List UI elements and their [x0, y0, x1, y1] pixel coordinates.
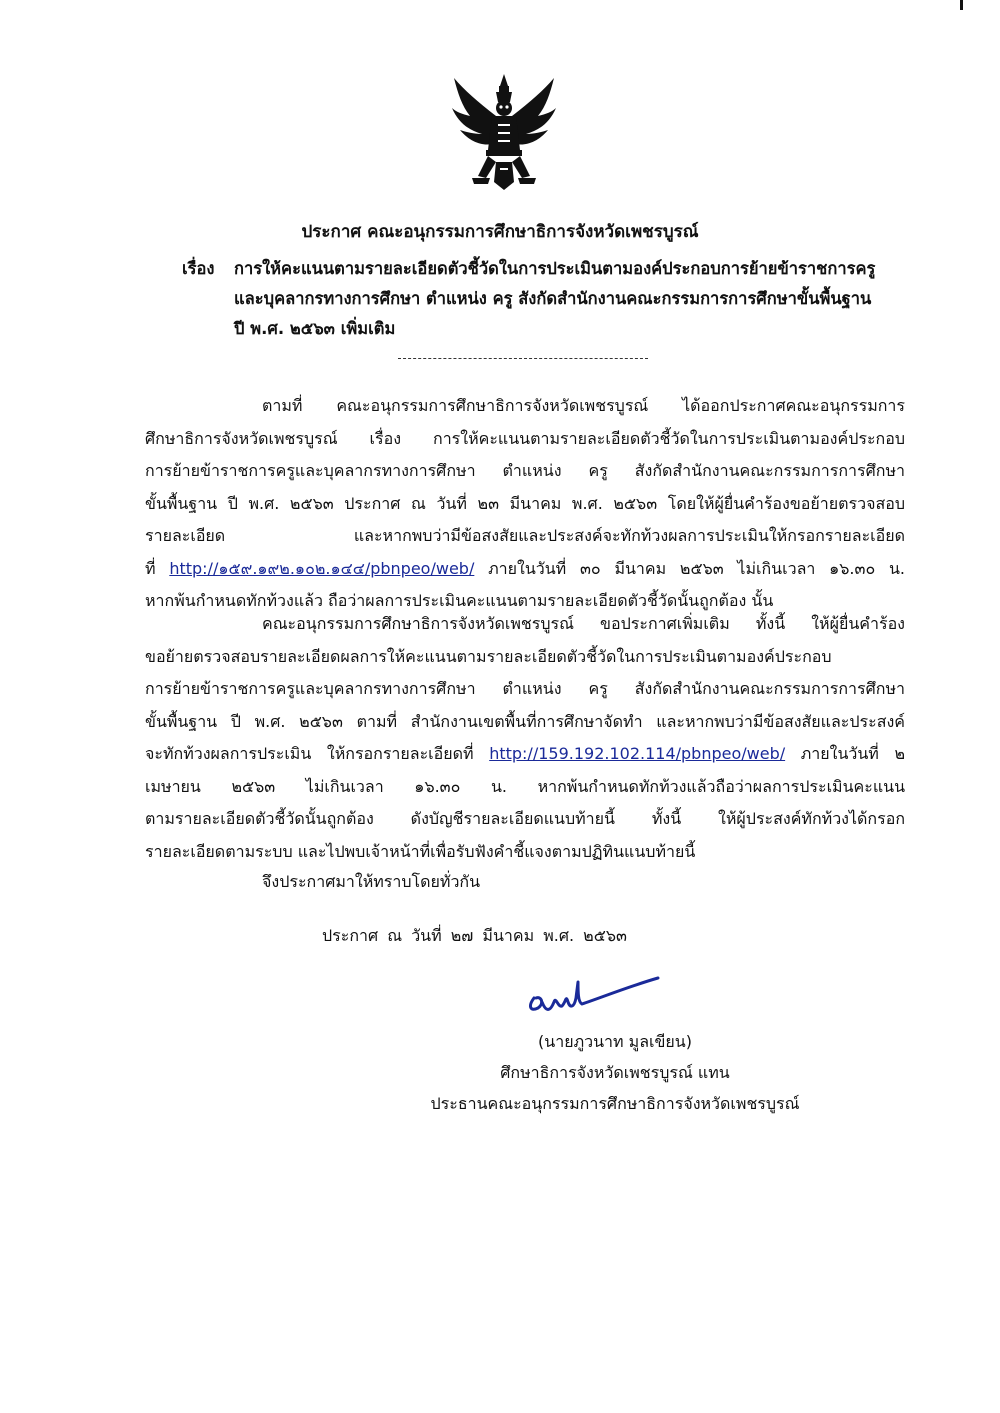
signer-position-1: ศึกษาธิการจังหวัดเพชรบูรณ์ แทน [500, 1063, 730, 1082]
submission-link-2[interactable]: http://159.192.102.114/pbnpeo/web/ [489, 744, 786, 763]
paragraph-2-line-1: คณะอนุกรรมการศึกษาธิการจังหวัดเพชรบูรณ์ ขอประกาศเพิ่มเติม ทั้งนี้ ให้ผู้ยื่นคำร้อง [262, 614, 905, 633]
submission-link-1[interactable]: http://๑๕๙.๑๙๒.๑๐๒.๑๔๔/pbnpeo/web/ [169, 558, 475, 578]
paragraph-1-line-6-prefix: ที่ [145, 558, 170, 578]
paragraph-2-line-5-suffix: ภายในวันที่ ๒ [785, 744, 905, 763]
dashed-divider [398, 358, 648, 359]
handwritten-signature-icon [520, 968, 670, 1018]
announcement-line: จึงประกาศมาให้ทราบโดยทั่วกัน [262, 872, 481, 891]
paragraph-1-line-5: รายละเอียด และหากพบว่ามีข้อสงสัยและประสงค์จะทักท้วงผลการประเมินให้กรอกรายละเอียด [145, 526, 905, 545]
signer-block [380, 1026, 850, 1119]
paragraph-1 [145, 390, 905, 618]
paragraph-1-line-6-suffix: ภายในวันที่ ๓๐ มีนาคม ๒๕๖๓ ไม่เกินเวลา ๑๖.๓๐ น. [474, 558, 905, 578]
paragraph-1-line-7: หากพ้นกำหนดทักท้วงแล้ว ถือว่าผลการประเมินคะแนนตามรายละเอียดตัวชี้วัดนั้นถูกต้อง นั้น [145, 591, 774, 610]
subject-line-1: การให้คะแนนตามรายละเอียดตัวชี้วัดในการประเมินตามองค์ประกอบการย้ายข้าราชการครู [234, 259, 876, 278]
paragraph-2 [145, 608, 905, 868]
paragraph-2-line-4: ขั้นพื้นฐาน ปี พ.ศ. ๒๕๖๓ ตามที่ สำนักงานเขตพื้นที่การศึกษาจัดทำ และหากพบว่ามีข้อสงสัยและประสงค์ [145, 711, 905, 731]
subject-label: เรื่อง [182, 259, 215, 278]
paragraph-2-line-3: การย้ายข้าราชการครูและบุคลากรทางการศึกษา ตำแหน่ง ครู สังกัดสำนักงานคณะกรรมการการศึกษา [145, 679, 905, 698]
paragraph-1-line-2: ศึกษาธิการจังหวัดเพชรบูรณ์ เรื่อง การให้คะแนนตามรายละเอียดตัวชี้วัดในการประเมินตามองค์ประกอบ [145, 428, 905, 448]
paragraph-2-line-2: ขอย้ายตรวจสอบรายละเอียดผลการให้คะแนนตามรายละเอียดตัวชี้วัดในการประเมินตามองค์ประกอบ [145, 646, 832, 666]
page-title: ประกาศ คณะอนุกรรมการศึกษาธิการจังหวัดเพชรบูรณ์ [301, 222, 699, 242]
signer-position-2: ประธานคณะอนุกรรมการศึกษาธิการจังหวัดเพชรบูรณ์ [430, 1094, 800, 1113]
announcement-date: ประกาศ ณ วันที่ ๒๗ มีนาคม พ.ศ. ๒๕๖๓ [322, 926, 627, 945]
garuda-emblem-icon [448, 72, 560, 200]
paragraph-2-line-5-prefix: จะทักท้วงผลการประเมิน ให้กรอกรายละเอียดที่ [145, 744, 490, 763]
paragraph-2-line-8: รายละเอียดตามระบบ และไปพบเจ้าหน้าที่เพื่อรับฟังคำชี้แจงตามปฏิทินแนบท้ายนี้ [145, 841, 696, 861]
paragraph-1-line-3: การย้ายข้าราชการครูและบุคลากรทางการศึกษา ตำแหน่ง ครู สังกัดสำนักงานคณะกรรมการการศึกษา [145, 461, 905, 480]
paragraph-2-line-6: เมษายน ๒๕๖๓ ไม่เกินเวลา ๑๖.๓๐ น. หากพ้นกำหนดทักท้วงแล้วถือว่าผลการประเมินคะแนน [145, 776, 905, 796]
paragraph-2-line-7: ตามรายละเอียดตัวชี้วัดนั้นถูกต้อง ดังบัญชีรายละเอียดแนบท้ายนี้ ทั้งนี้ ให้ผู้ประสงค์ทักท้วงได้กรอก [145, 809, 905, 828]
subject-line-2: และบุคลากรทางการศึกษา ตำแหน่ง ครู สังกัดสำนักงานคณะกรรมการการศึกษาขั้นพื้นฐาน [234, 289, 872, 308]
signer-name: (นายภูวนาท มูลเขียน) [538, 1032, 692, 1051]
paragraph-1-line-4: ขั้นพื้นฐาน ปี พ.ศ. ๒๕๖๓ ประกาศ ณ วันที่ ๒๓ มีนาคม พ.ศ. ๒๕๖๓ โดยให้ผู้ยื่นคำร้องขอย้ายตรวจสอบ [145, 493, 905, 513]
paragraph-1-line-1: ตามที่ คณะอนุกรรมการศึกษาธิการจังหวัดเพชรบูรณ์ ได้ออกประกาศคณะอนุกรรมการ [262, 396, 905, 415]
scan-mark [960, 0, 963, 10]
paragraph-1-line-6 [145, 553, 905, 586]
subject-line-3: ปี พ.ศ. ๒๕๖๓ เพิ่มเติม [234, 319, 396, 338]
paragraph-2-line-5 [145, 738, 905, 771]
